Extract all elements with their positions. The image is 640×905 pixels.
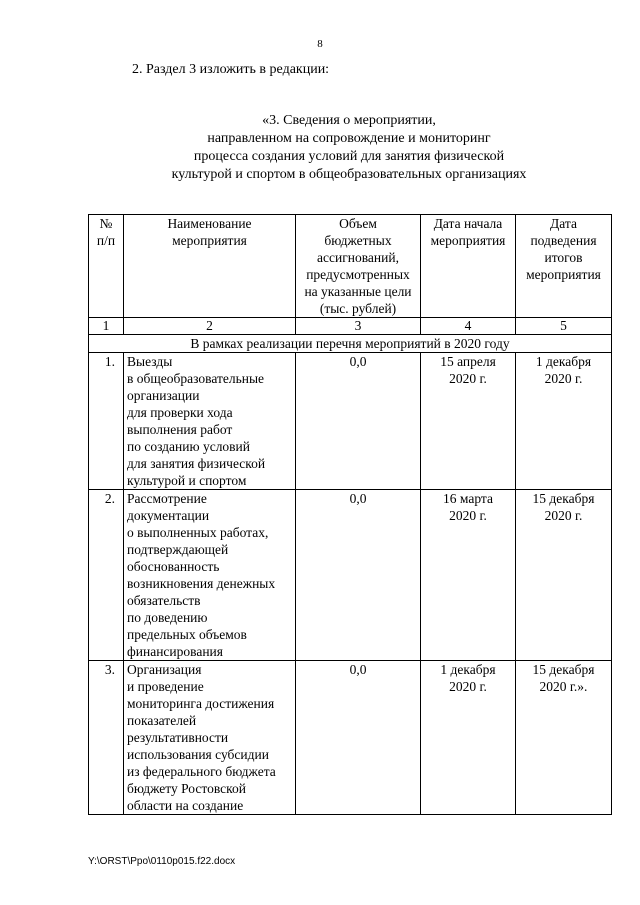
- row-index: 1.: [89, 353, 124, 490]
- heading-line: процесса создания условий для занятия физической: [193, 149, 505, 164]
- row-end-date: 15 декабря 2020 г.».: [516, 661, 612, 815]
- table-row: [89, 353, 612, 490]
- document-file-path: Y:\ORST\Ppo\0110p015.f22.docx: [88, 856, 236, 867]
- table-header-row: [89, 215, 612, 318]
- row-index: 2.: [89, 490, 124, 661]
- section-row: [89, 335, 612, 353]
- row-start-date: 16 марта 2020 г.: [421, 490, 516, 661]
- row-name: Организация и проведение мониторинга достижения показателей результативности использования субсидии из федерального бюджета бюджету Ростовской области на создание: [124, 661, 296, 815]
- header-end-date: Дата подведения итогов мероприятия: [516, 215, 612, 318]
- row-name: Выезды в общеобразовательные организации для проверки хода выполнения работ по созданию условий для занятия физической культурой и спортом: [124, 353, 296, 490]
- column-number-row: [89, 318, 612, 335]
- page-number: 8: [317, 38, 323, 50]
- measures-table: [88, 214, 612, 815]
- column-number: 5: [516, 318, 612, 335]
- header-index: № п/п: [89, 215, 124, 318]
- table-row: [89, 490, 612, 661]
- row-start-date: 15 апреля 2020 г.: [421, 353, 516, 490]
- header-start-date: Дата начала мероприятия: [421, 215, 516, 318]
- header-budget: Объем бюджетных ассигнований, предусмотренных на указанные цели (тыс. рублей): [296, 215, 421, 318]
- row-budget: 0,0: [296, 490, 421, 661]
- row-end-date: 1 декабря 2020 г.: [516, 353, 612, 490]
- heading-line: направленном на сопровождение и мониторинг: [207, 131, 491, 146]
- row-start-date: 1 декабря 2020 г.: [421, 661, 516, 815]
- column-number: 4: [421, 318, 516, 335]
- header-name: Наименование мероприятия: [124, 215, 296, 318]
- row-budget: 0,0: [296, 353, 421, 490]
- column-number: 2: [124, 318, 296, 335]
- row-end-date: 15 декабря 2020 г.: [516, 490, 612, 661]
- section-title: В рамках реализации перечня мероприятий в 2020 году: [89, 335, 612, 353]
- table-row: [89, 661, 612, 815]
- column-number: 3: [296, 318, 421, 335]
- column-number: 1: [89, 318, 124, 335]
- heading-line: «3. Сведения о мероприятии,: [262, 113, 436, 128]
- heading-line: культурой и спортом в общеобразовательных организациях: [171, 167, 527, 182]
- row-name: Рассмотрение документации о выполненных работах, подтверждающей обоснованность возникновения денежных обязательств по доведению предельных объемов финансирования: [124, 490, 296, 661]
- row-index: 3.: [89, 661, 124, 815]
- row-budget: 0,0: [296, 661, 421, 815]
- section-heading: [88, 112, 610, 184]
- intro-paragraph: 2. Раздел 3 изложить в редакции:: [132, 62, 330, 77]
